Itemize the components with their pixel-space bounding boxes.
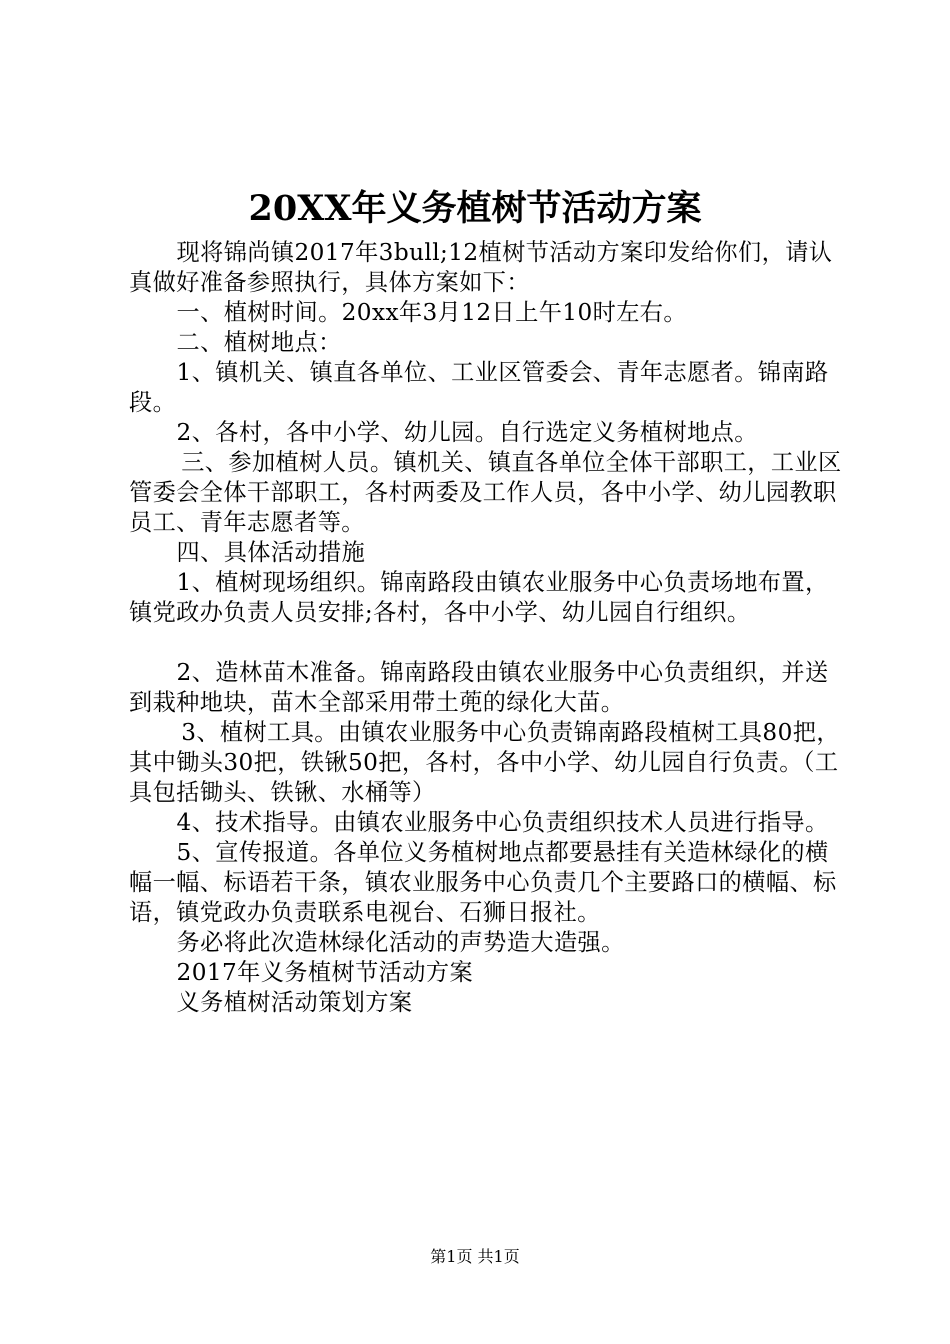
paragraph-spacer bbox=[129, 628, 849, 658]
paragraph-planting-location: 二、植树地点： bbox=[176, 329, 342, 356]
document-title: 20XX年义务植树节活动方案 bbox=[248, 188, 702, 229]
paragraph-closing: 务必将此次造林绿化活动的声势造大造强。 bbox=[176, 929, 625, 956]
paragraph-measure-2: 2、造林苗木准备。锦南路段由镇农业服务中心负责组织，并送到栽种地块，苗木全部采用带土蔸的绿化大苗。 bbox=[129, 659, 829, 716]
paragraph-location-1: 1、镇机关、镇直各单位、工业区管委会、青年志愿者。锦南路段。 bbox=[129, 359, 829, 416]
paragraph-location-2: 2、各村，各中小学、幼儿园。自行选定义务植树地点。 bbox=[176, 419, 758, 446]
paragraph-measures: 四、具体活动措施 bbox=[176, 539, 366, 566]
paragraph-intro: 现将锦尚镇2017年3bull;12植树节活动方案印发给你们，请认真做好准备参照执行，具体方案如下： bbox=[129, 239, 833, 296]
paragraph-measure-3: 3、植树工具。由镇农业服务中心负责锦南路段植树工具80把，其中锄头30把，铁锹50把，各村，各中小学、幼儿园自行负责。（工具包括锄头、铁锹、水桶等） bbox=[129, 719, 840, 806]
paragraph-related-1: 2017年义务植树节活动方案 bbox=[176, 959, 474, 986]
paragraph-measure-1: 1、植树现场组织。锦南路段由镇农业服务中心负责场地布置，镇党政办负责人员安排;各村，各中小学、幼儿园自行组织。 bbox=[129, 569, 829, 626]
paragraph-participants: 三、参加植树人员。镇机关、镇直各单位全体干部职工，工业区管委会全体干部职工，各村两委及工作人员，各中小学、幼儿园教职员工、青年志愿者等。 bbox=[129, 449, 842, 536]
paragraph-related-2: 义务植树活动策划方案 bbox=[176, 989, 413, 1016]
document-body bbox=[129, 238, 849, 1018]
paragraph-planting-time: 一、植树时间。20xx年3月12日上午10时左右。 bbox=[176, 299, 687, 326]
page-footer: 第1页 共1页 bbox=[430, 1247, 520, 1266]
paragraph-measure-5: 5、宣传报道。各单位义务植树地点都要悬挂有关造林绿化的横幅一幅、标语若干条，镇农业服务中心负责几个主要路口的横幅、标语，镇党政办负责联系电视台、石狮日报社。 bbox=[129, 839, 837, 926]
paragraph-measure-4: 4、技术指导。由镇农业服务中心负责组织技术人员进行指导。 bbox=[176, 809, 829, 836]
